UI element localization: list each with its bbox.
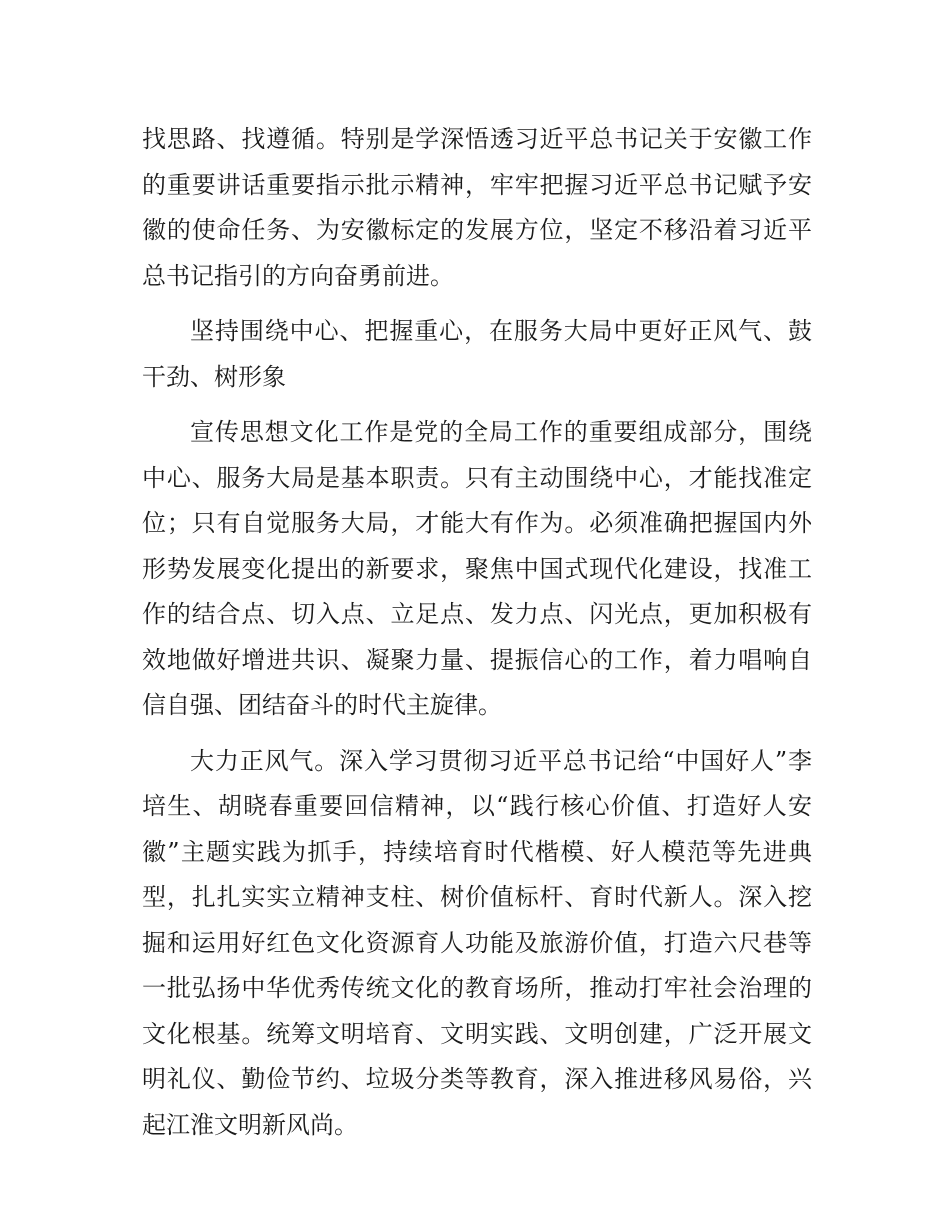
- paragraph-1: 找思路、找遵循。特别是学深悟透习近平总书记关于安徽工作的重要讲话重要指示批示精神，牢牢把握习近平总书记赋予安徽的使命任务、为安徽标定的发展方位，坚定不移沿着习近平总书记指引的方向奋勇前进。: [142, 125, 812, 290]
- paragraph-3: 宣传思想文化工作是党的全局工作的重要组成部分，围绕中心、服务大局是基本职责。只有主动围绕中心，才能找准定位；只有自觉服务大局，才能大有作为。必须准确把握国内外形势发展变化提出的新要求，聚焦中国式现代化建设，找准工作的结合点、切入点、立足点、发力点、闪光点，更加积极有效地做好增进共识、凝聚力量、提振信心的工作，着力唱响自信自强、团结奋斗的时代主旋律。: [142, 418, 812, 719]
- section-heading: 坚持围绕中心、把握重心，在服务大局中更好正风气、鼓干劲、树形象: [142, 317, 812, 391]
- paragraph-4: 大力正风气。深入学习贯彻习近平总书记给“中国好人”李培生、胡晓春重要回信精神，以“践行核心价值、打造好人安徽”主题实践为抓手，持续培育时代楷模、好人模范等先进典型，扎扎实实立精神支柱、树价值标杆、育时代新人。深入挖掘和运用好红色文化资源育人功能及旅游价值，打造六尺巷等一批弘扬中华优秀传统文化的教育场所，推动打牢社会治理的文化根基。统筹文明培育、文明实践、文明创建，广泛开展文明礼仪、勤俭节约、垃圾分类等教育，深入推进移风易俗，兴起江淮文明新风尚。: [142, 746, 812, 1139]
- document-body: [142, 117, 812, 1158]
